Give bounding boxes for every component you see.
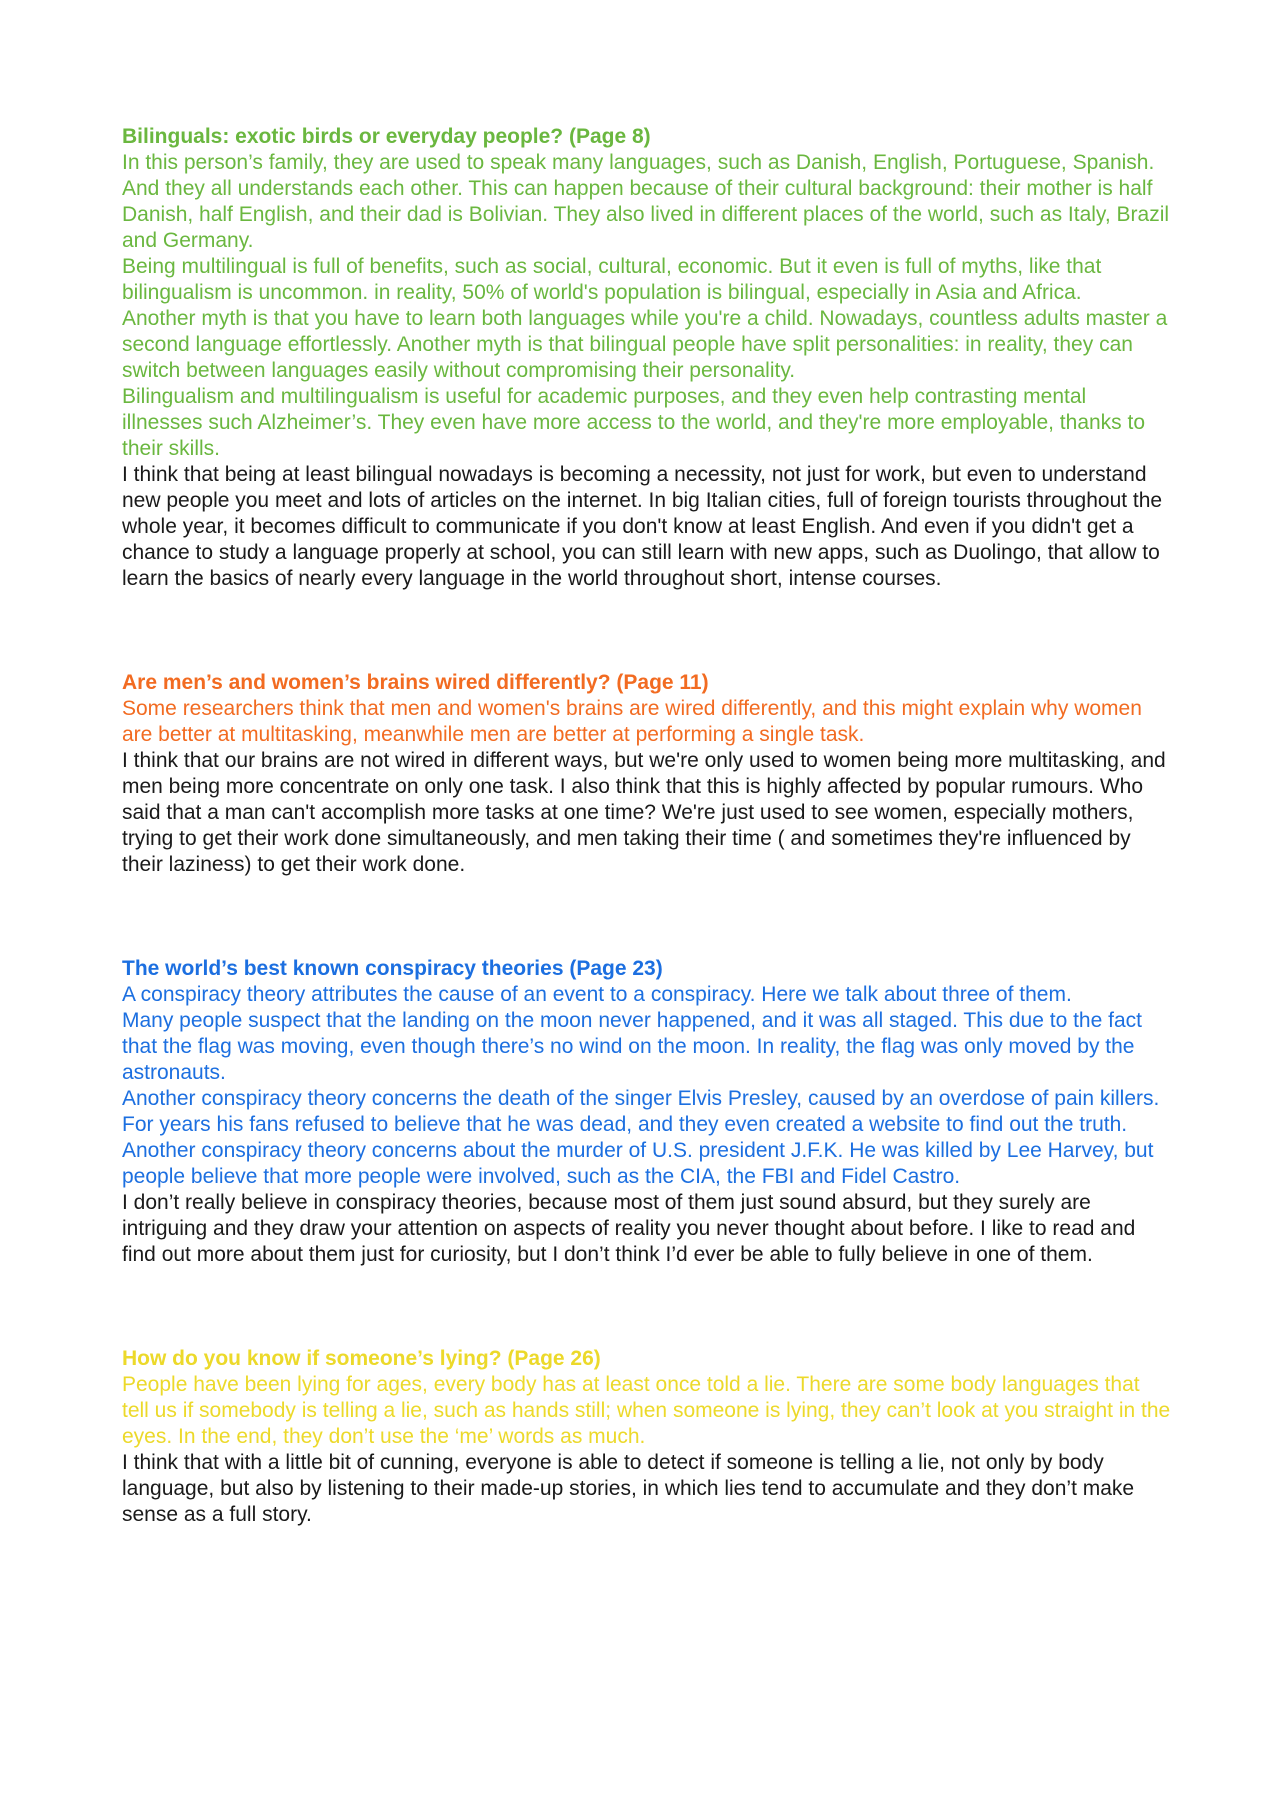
- summary-paragraph: In this person’s family, they are used to speak many languages, such as Danish, English, Portuguese, Spanish. And they all understands each other. This can happen because of their cultural background: their mother is half Danish, half English, and their dad is Bolivian. They also lived in different places of the world, such as Italy, Brazil and Germany.: [122, 151, 1170, 252]
- opinion-paragraph: I think that our brains are not wired in different ways, but we're only used to women being more multitasking, and men being more concentrate on only one task. I also think that this is highly affected by popular rumours. Who said that a man can't accomplish more tasks at one time? We're just used to see women, especially mothers, trying to get their work done simultaneously, and men taking their time ( and sometimes they're influenced by their laziness) to get their work done.: [122, 749, 1166, 876]
- document-page: [122, 124, 1172, 1528]
- opinion-paragraph: I think that being at least bilingual nowadays is becoming a necessity, not just for work, but even to understand new people you meet and lots of articles on the internet. In big Italian cities, full of foreign tourists throughout the whole year, it becomes difficult to communicate if you don't know at least English. And even if you didn't get a chance to study a language properly at school, you can still learn with new apps, such as Duolingo, that allow to learn the basics of nearly every language in the world throughout short, intense courses.: [122, 463, 1163, 590]
- section-title: Bilinguals: exotic birds or everyday people? (Page 8): [122, 125, 651, 148]
- section-conspiracy: [122, 956, 1172, 1268]
- summary-paragraph: Many people suspect that the landing on the moon never happened, and it was all staged. This due to the fact that the flag was moving, even though there’s no wind on the moon. In reality, the flag was only moved by the astronauts.: [122, 1009, 1142, 1084]
- summary-paragraph: Another myth is that you have to learn both languages while you're a child. Nowadays, countless adults master a second language effortlessly. Another myth is that bilingual people have split personalities: in reality, they can switch between languages easily without compromising their personality.: [122, 307, 1168, 382]
- section-brains: [122, 670, 1172, 878]
- summary-paragraph: Another conspiracy theory concerns about the murder of U.S. president J.F.K. He was killed by Lee Harvey, but people believe that more people were involved, such as the CIA, the FBI and Fidel Castro.: [122, 1139, 1154, 1188]
- section-title: How do you know if someone’s lying? (Page 26): [122, 1347, 601, 1370]
- section-lying: [122, 1346, 1172, 1528]
- section-title: Are men’s and women’s brains wired differently? (Page 11): [122, 671, 709, 694]
- section-spacer: [122, 878, 1172, 956]
- section-title: The world’s best known conspiracy theories (Page 23): [122, 957, 663, 980]
- summary-paragraph: Some researchers think that men and women's brains are wired differently, and this might explain why women are better at multitasking, meanwhile men are better at performing a single task.: [122, 697, 1142, 746]
- section-bilinguals: [122, 124, 1172, 592]
- summary-paragraph: Bilingualism and multilingualism is useful for academic purposes, and they even help contrasting mental illnesses such Alzheimer’s. They even have more access to the world, and they're more employable, thanks to their skills.: [122, 385, 1146, 460]
- section-spacer: [122, 592, 1172, 670]
- opinion-paragraph: I think that with a little bit of cunning, everyone is able to detect if someone is telling a lie, not only by body language, but also by listening to their made-up stories, in which lies tend to accumulate and they don’t make sense as a full story.: [122, 1451, 1135, 1526]
- summary-paragraph: People have been lying for ages, every body has at least once told a lie. There are some body languages that tell us if somebody is telling a lie, such as hands still; when someone is lying, they can’t look at you straight in the eyes. In the end, they don’t use the ‘me’ words as much.: [122, 1373, 1171, 1448]
- summary-paragraph: Another conspiracy theory concerns the death of the singer Elvis Presley, caused by an overdose of pain killers. For years his fans refused to believe that he was dead, and they even created a website to find out the truth.: [122, 1087, 1160, 1136]
- summary-paragraph: Being multilingual is full of benefits, such as social, cultural, economic. But it even is full of myths, like that bilingualism is uncommon. in reality, 50% of world's population is bilingual, especially in Asia and Africa.: [122, 255, 1102, 304]
- summary-paragraph: A conspiracy theory attributes the cause of an event to a conspiracy. Here we talk about three of them.: [122, 983, 1072, 1006]
- opinion-paragraph: I don’t really believe in conspiracy theories, because most of them just sound absurd, but they surely are intriguing and they draw your attention on aspects of reality you never thought about before. I like to read and find out more about them just for curiosity, but I don’t think I’d ever be able to fully believe in one of them.: [122, 1191, 1136, 1266]
- section-spacer: [122, 1268, 1172, 1346]
